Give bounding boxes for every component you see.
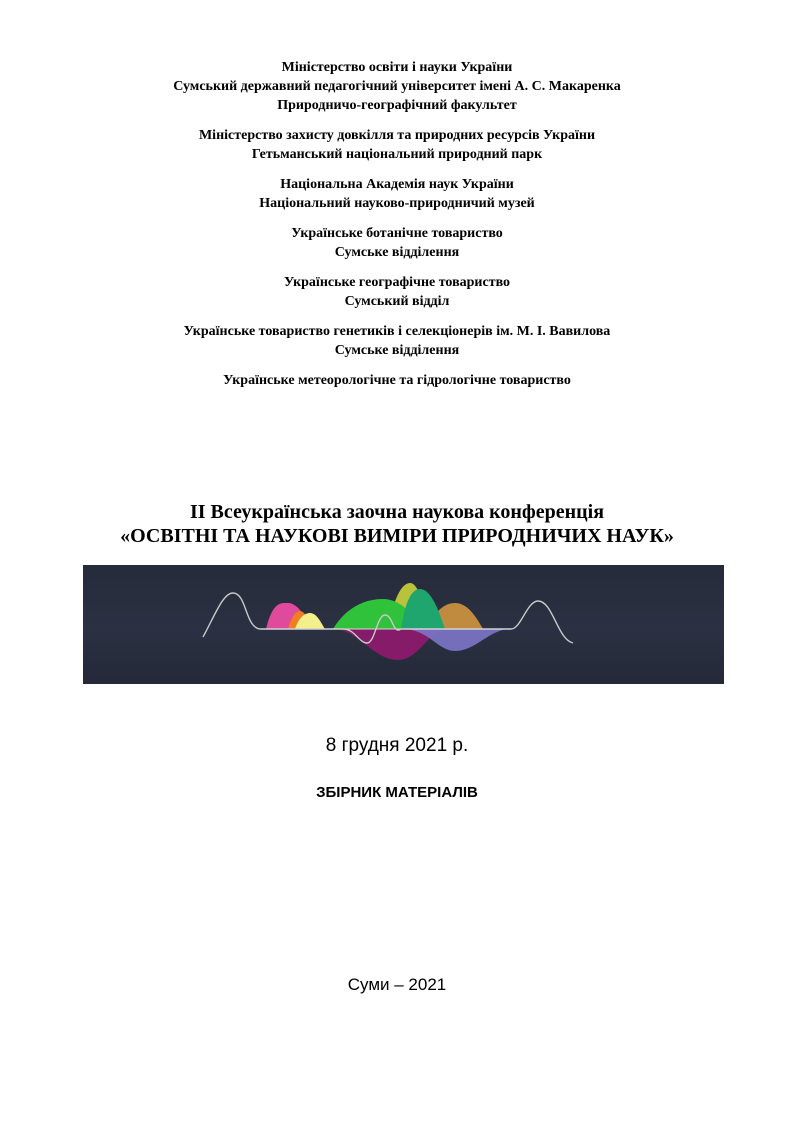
org-line: Національна Академія наук України [280,177,514,192]
org-block-meteorological-society [0,371,794,390]
org-line: Сумський відділ [344,294,450,309]
org-block-ministry-environment [0,126,794,164]
org-block-geographical-society [0,273,794,311]
org-line: Природничо-географічний факультет [277,98,517,113]
collection-title: ЗБІРНИК МАТЕРІАЛІВ [316,784,478,801]
org-block-genetics-society [0,322,794,360]
org-line: Сумське відділення [334,245,460,260]
place-year: Суми – 2021 [347,975,447,994]
conference-title [0,500,794,548]
org-line: Українське товариство генетиків і селекціонерів ім. М. І. Вавилова [183,324,611,339]
org-line: Українське географічне товариство [283,275,511,290]
conference-title-line2: «ОСВІТНІ ТА НАУКОВІ ВИМІРИ ПРИРОДНИЧИХ НАУК» [120,525,674,547]
org-block-ministry-education [0,58,794,115]
org-line: Українське ботанічне товариство [291,226,503,241]
conference-date: 8 грудня 2021 р. [325,735,469,756]
banner-wave-graphic [83,565,724,684]
org-line: Міністерство захисту довкілля та природних ресурсів України [198,128,596,143]
org-block-academy [0,175,794,213]
org-line: Національний науково-природничий музей [259,196,535,211]
org-line: Міністерство освіти і науки України [281,60,513,75]
org-block-botanical-society [0,224,794,262]
org-line: Сумський державний педагогічний університет імені А. С. Макаренка [173,79,621,94]
conference-banner [83,565,724,684]
org-line: Українське метеорологічне та гідрологічне товариство [223,373,571,388]
org-line: Гетьманський національний природний парк [251,147,543,162]
conference-title-line1: ІІ Всеукраїнська заочна наукова конференція [189,501,605,523]
org-line: Сумське відділення [334,343,460,358]
